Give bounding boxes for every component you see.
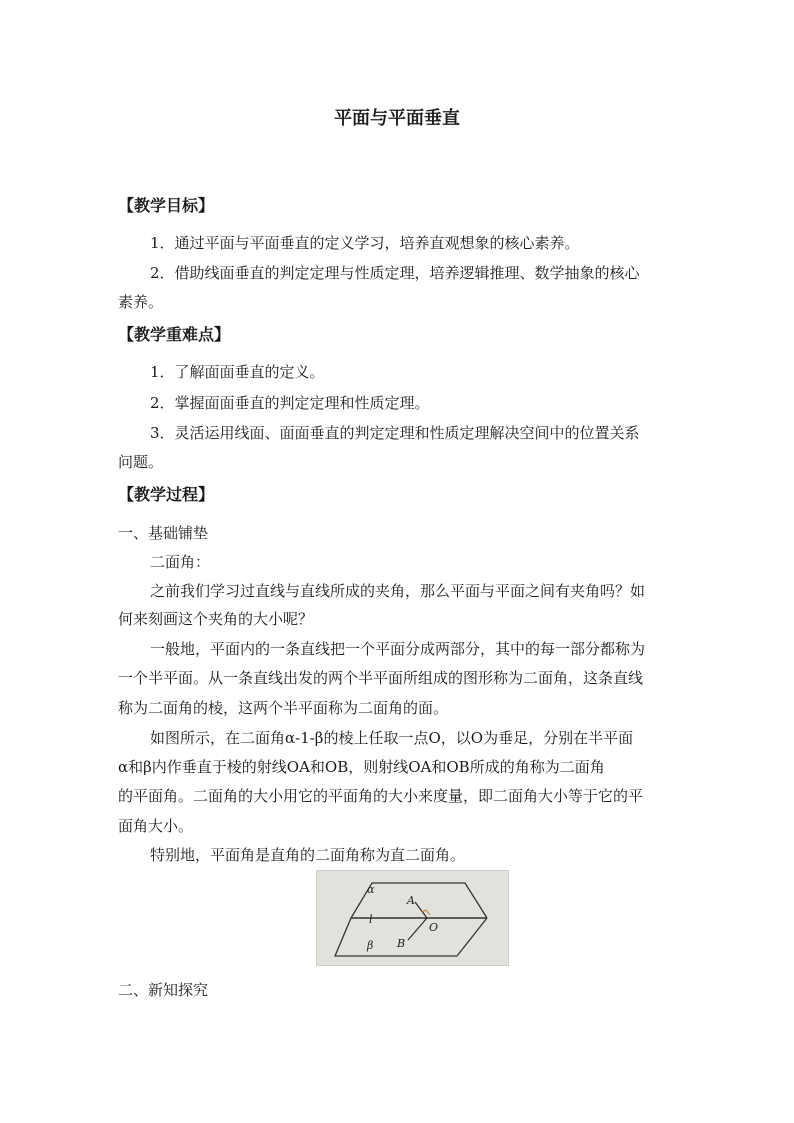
process-heading: 【教学过程】 [118, 485, 215, 504]
keypoints-line-3: 3．灵活运用线面、面面垂直的判定定理和性质定理解决空间中的位置关系 [150, 424, 640, 442]
para3-line-1: 如图所示，在二面角α-1-β的棱上任取一点O，以O为垂足，分别在半平面 [150, 729, 634, 747]
para2-line-2: 一个半平面。从一条直线出发的两个半平面所组成的图形称为二面角，这条直线 [118, 669, 644, 687]
para1-line-2: 何来刻画这个夹角的大小呢？ [118, 610, 314, 628]
part2-title: 二、新知探究 [118, 981, 209, 999]
para3-line-2: α和β内作垂直于棱的射线OA和OB，则射线OA和OB所成的角称为二面角 [118, 758, 605, 776]
para3-line-4: 面角大小。 [118, 817, 194, 835]
label-o: O [429, 921, 439, 934]
keypoints-line-2: 2．掌握面面垂直的判定定理和性质定理。 [150, 394, 430, 412]
dihedral-diagram [317, 871, 510, 967]
para2-line-3: 称为二面角的棱，这两个半平面称为二面角的面。 [118, 699, 449, 717]
page-title: 平面与平面垂直 [334, 108, 460, 129]
label-alpha: α [367, 883, 375, 896]
label-b: B [397, 937, 406, 950]
keypoints-line-1: 1．了解面面垂直的定义。 [150, 363, 325, 381]
para1-line-1: 之前我们学习过直线与直线所成的夹角，那么平面与平面之间有夹角吗？如 [150, 582, 646, 600]
para3-line-3: 的平面角。二面角的大小用它的平面角的大小来度量，即二面角大小等于它的平 [118, 787, 644, 805]
dihedral-angle-figure [316, 870, 509, 966]
label-edge: l [369, 913, 373, 926]
objectives-line-3: 素养。 [118, 293, 164, 311]
dihedral-subtitle: 二面角： [150, 553, 211, 571]
label-beta: β [367, 939, 374, 952]
objectives-line-1: 1．通过平面与平面垂直的定义学习，培养直观想象的核心素养。 [150, 234, 580, 252]
para4-line: 特别地，平面角是直角的二面角称为直二面角。 [150, 846, 466, 864]
objectives-line-2: 2．借助线面垂直的判定定理与性质定理，培养逻辑推理、数学抽象的核心 [150, 264, 640, 282]
ray-ob [408, 918, 427, 940]
keypoints-heading: 【教学重难点】 [118, 325, 231, 344]
para2-line-1: 一般地，平面内的一条直线把一个平面分成两部分，其中的每一部分都称为 [150, 640, 646, 658]
objectives-heading: 【教学目标】 [118, 196, 215, 215]
label-a: A [407, 894, 415, 907]
keypoints-line-4: 问题。 [118, 453, 164, 471]
part1-title: 一、基础铺垫 [118, 524, 209, 542]
